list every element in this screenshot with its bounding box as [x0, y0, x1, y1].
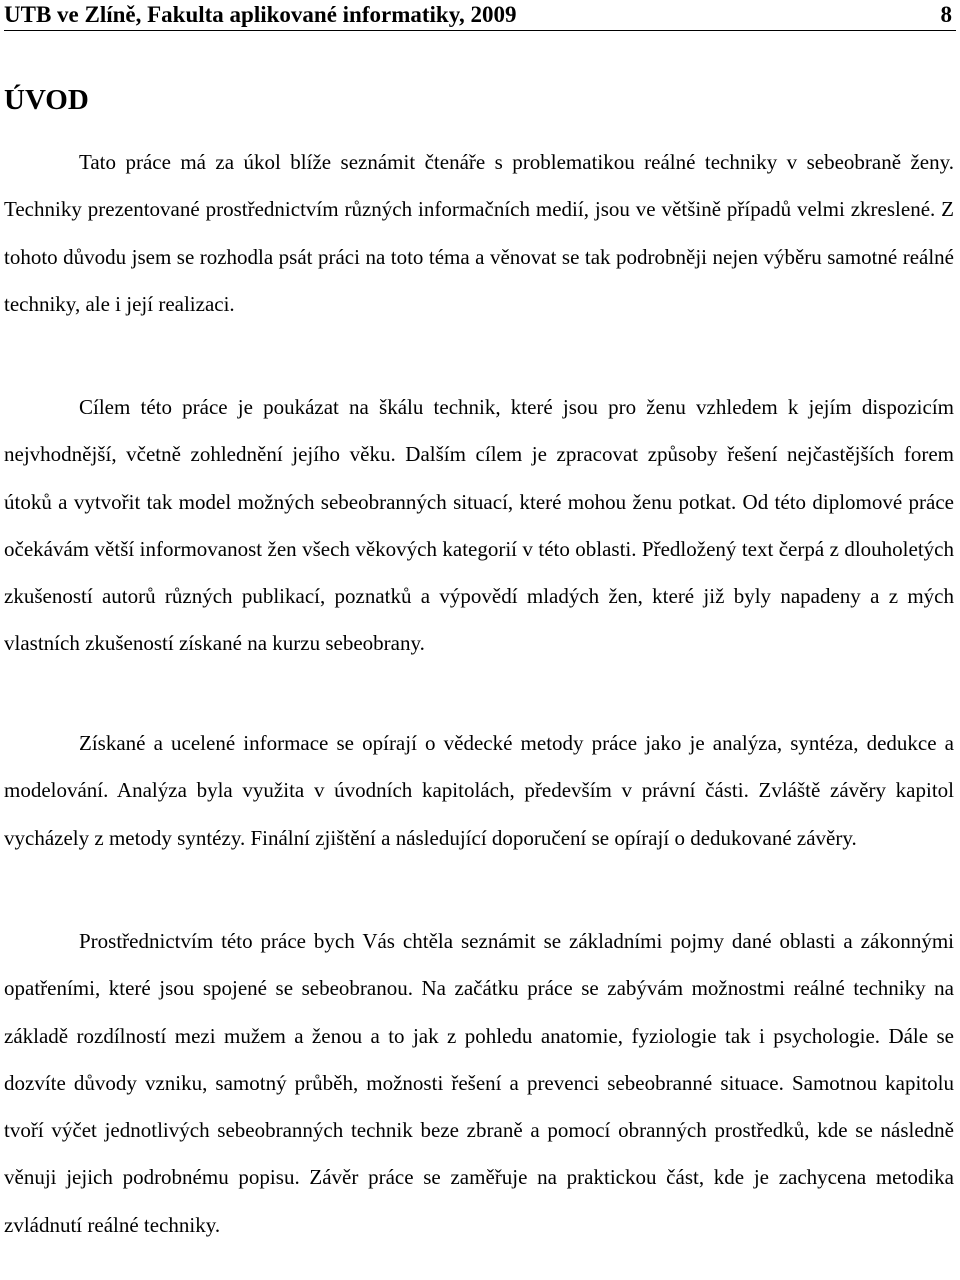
paragraph-4: Prostřednictvím této práce bych Vás chtěla seznámit se základními pojmy dané oblasti a zákonnými opatřeními, které jsou spojené se sebeobranou. Na začátku práce se zabývám možnostmi reálné techniky na základě rozdílností mezi mužem a ženou a to jak z pohledu anatomie, fyziologie tak i psychologie. Dále se dozvíte důvody vzniku, samotný průběh, možnosti řešení a prevenci sebeobranné situace. Samotnou kapitolu tvoří výčet jednotlivých sebeobranných technik beze zbraně a pomocí obranných prostředků, kde se následně věnuji jejich podrobnému popisu. Závěr práce se zaměřuje na praktickou část, kde je zachycena metodika zvládnutí reálné techniky. — [4, 929, 954, 1237]
page-number: 8 — [940, 2, 952, 27]
section-title: ÚVOD — [4, 84, 89, 116]
paragraph-2: Cílem této práce je poukázat na škálu technik, které jsou pro ženu vzhledem k jejím dispozicím nejvhodnější, včetně zohlednění jejího věku. Dalším cílem je zpracovat způsoby řešení nejčastějších forem útoků a vytvořit tak model možných sebeobranných situací, které mohou ženu potkat. Od této diplomové práce očekávám větší informovanost žen všech věkových kategorií v této oblasti. Předložený text čerpá z dlouholetých zkušeností autorů různých publikací, poznatků a výpovědí mladých žen, které již byly napadeny a z mých vlastních zkušeností získané na kurzu sebeobrany. — [4, 395, 954, 656]
paragraph-1: Tato práce má za úkol blíže seznámit čtenáře s problematikou reálné techniky v sebeobraně ženy. Techniky prezentované prostřednictvím různých informačních medií, jsou ve většině případů velmi zkreslené. Z tohoto důvodu jsem se rozhodla psát práci na toto téma a věnovat se tak podrobněji nejen výběru samotné reálné techniky, ale i její realizaci. — [4, 150, 954, 316]
running-header — [4, 0, 956, 31]
paragraph-3: Získané a ucelené informace se opírají o vědecké metody práce jako je analýza, syntéza, dedukce a modelování. Analýza byla využita v úvodních kapitolách, především v právní části. Zvláště závěry kapitol vycházely z metody syntézy. Finální zjištění a následující doporučení se opírají o dedukované závěry. — [4, 731, 954, 850]
header-title: UTB ve Zlíně, Fakulta aplikované informatiky, 2009 — [4, 2, 517, 27]
